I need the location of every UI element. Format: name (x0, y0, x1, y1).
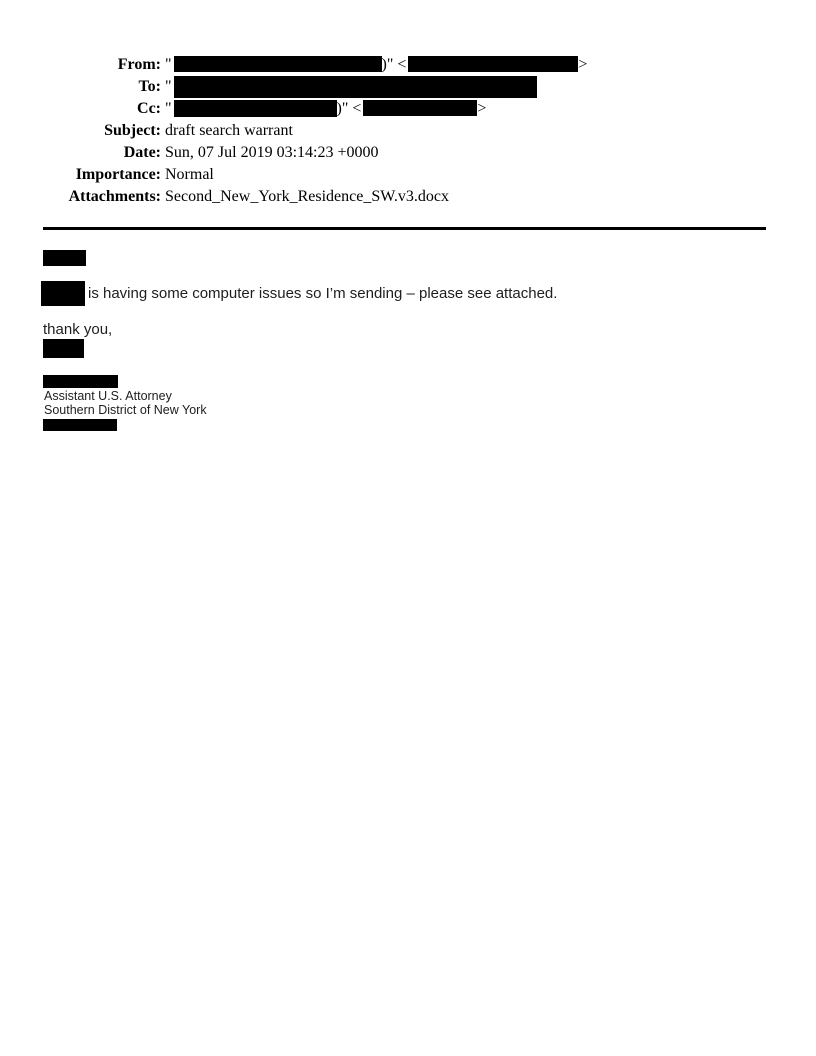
quote-mark: " (165, 78, 172, 95)
header-row-date (43, 142, 587, 164)
redaction-bar-phone (43, 419, 117, 431)
header-row-subject (43, 120, 587, 142)
cc-value (165, 100, 486, 117)
cc-label: Cc: (137, 100, 161, 117)
from-value (165, 56, 587, 73)
date-label: Date: (123, 144, 161, 161)
redaction-bar (363, 100, 477, 116)
punctuation: > (578, 56, 588, 73)
redaction-bar-sender-name (43, 339, 84, 358)
header-row-to (43, 76, 587, 98)
punctuation: > (477, 100, 487, 117)
date-value: Sun, 07 Jul 2019 03:14:23 +0000 (165, 144, 379, 161)
quote-mark: " (165, 100, 172, 117)
subject-label: Subject: (104, 122, 161, 139)
attachment-filename: Second_New_York_Residence_SW.v3.docx (165, 188, 449, 205)
email-header (43, 54, 587, 208)
header-row-cc (43, 98, 587, 120)
quote-mark: " (165, 56, 172, 73)
subject-value: draft search warrant (165, 122, 293, 139)
redaction-bar (174, 100, 337, 117)
punctuation: )" < (336, 100, 362, 117)
signature-office: Southern District of New York (44, 403, 207, 417)
header-row-from (43, 54, 587, 76)
redaction-bar (174, 56, 382, 72)
header-row-importance (43, 164, 587, 186)
redaction-bar-greeting (43, 250, 86, 266)
importance-value: Normal (165, 166, 214, 183)
to-value (165, 78, 537, 95)
from-label: From: (117, 56, 161, 73)
redaction-bar-name (41, 281, 85, 306)
message-text: is having some computer issues so I’m sending – please see attached. (88, 285, 558, 302)
signature-title: Assistant U.S. Attorney (44, 389, 172, 403)
importance-label: Importance: (75, 166, 161, 183)
header-row-attachments (43, 186, 587, 208)
closing-text: thank you, (43, 321, 113, 338)
redaction-bar-signature-name (43, 375, 118, 388)
attachments-label: Attachments: (68, 188, 161, 205)
punctuation: )" < (381, 56, 407, 73)
to-label: To: (138, 78, 161, 95)
message-paragraph (41, 281, 557, 306)
header-divider-rule (43, 227, 766, 230)
redaction-bar (408, 56, 578, 72)
redaction-bar (174, 76, 537, 98)
